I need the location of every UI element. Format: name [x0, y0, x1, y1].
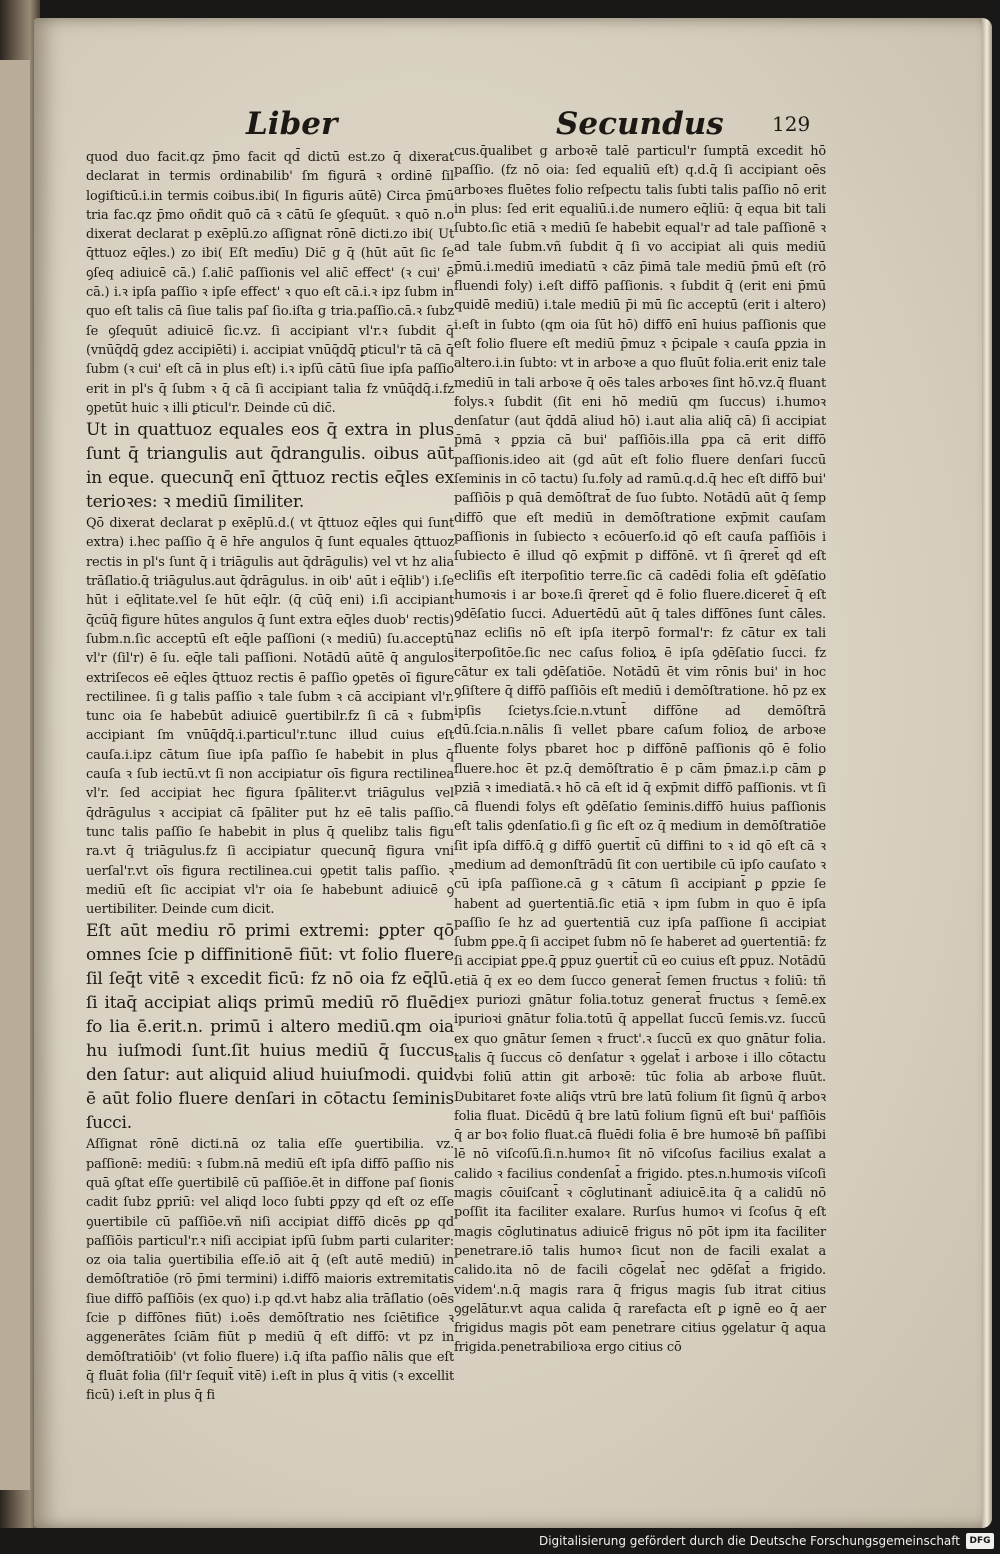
commentary-paragraph: quod duo facit.qz p̄mo facit qd̄ dictū est.zo q̄ dixerat declarat in termis ordinabilib' ſm figurā ꝛ ordinē ſil logiſticū.i.in termis coibus.ibi( In figuris aūtē) Circa p̄mū tria fac.qz p̄mo oñdit quō cā ꝛ cātū ſe ꝯſequūt. ꝛ quō n.o dixerat declarat p exēplū.zo aſſignat rōnē dicti.zo ibi( Ut q̄ttuoz eq̄les.) zo ibi( Eſt medīu) Dic̄ g q̄ (hūt aūt ſic ſe ꝯſeq adiuicē cā.) ſ.alic̄ paſſionis vel alic̄ effect' (ꝛ cui' ē cā.) i.ꝛ ipſa paſſio ꝛ ipſe effect' ꝛ quo eſt cā.i.ꝛ ipz ſubm in quo eſt talis cā ſiue talis paſ ſio.iſta g tria.paſſio.cā.ꝛ ſubz ſe ꝯſequūt adiuicē ſic.vz. ſi accipiant vl'r.ꝛ ſubdit q̄ (vnūq̄dq̄ gdez accipiēti) i. accipiat vnūq̄dq̄ ꝑticul'r tā cā q̄ ſubm (ꝛ cui' eſt cā in plus eſt) i.ꝛ ipſū cātū ſiue ipſa paſſio erit in pl's q̄ ſubm ꝛ q̄ cā ſi accipiant talia fz vnūq̄dq̄.i.fz ꝯpetūt huic ꝛ illi ꝑticul'r. Deinde cū dic̄. [86, 150, 454, 416]
dfg-logo: DFG [966, 1533, 994, 1549]
running-header [34, 106, 992, 146]
left-column [86, 148, 454, 1406]
running-title-right: Secundus [556, 106, 724, 142]
lemma-paragraph: Ut in quattuoz equales eos q̄ extra in plus ſunt q̄ triangulis aut q̄drangulis. oibus aūt in eque. quecunq̄ enī q̄ttuoz rectis eq̄les ex terioꝛes: ꝛ mediū ſimiliter. [86, 420, 454, 513]
page-edge [982, 18, 992, 1528]
commentary-paragraph: Aſſignat rōnē dicti.nā oz talia eſſe ꝯuertibilia. vz. paſſionē: mediū: ꝛ ſubm.nā mediū eſt ipſa diffō paſſio nis quā ꝯſtat eſſe ꝯuertibilē cū paſſiōe.ēt in diffone paſ ſionis cadit ſubz ꝑpriū: vel aliqd loco ſubti ꝑpzy qd eſt oz eſſe ꝯuertibile cū paſſiōe.vñ niſi accipiat diffō dicēs ꝑꝑ qd paſſiōis particul'r.ꝛ niſi accipiat ipſū ſubm parti culariter: oz oia talia ꝯuertibilia eſſe.iō ait q̄ (eſt autē mediū) in demōſtratiōe (rō p̄mi termini) i.diffō maioris extremitatis ſiue diffō paſſiōis (ex quo) i.p qd.vt habz alia trāſlatio (oēs ſcie p diffōnes fiūt) i.oēs demōſtratio nes ſciētifice ꝛ aggenerātes ſciām fiūt p mediū q̄ eſt diffō: vt pz in demōſtratiōib' (vt folio fluere) i.q̄ iſta paſſio nālis que eſt q̄ fluāt folia (ſil'r ſequit̄ vitē) i.eſt in plus q̄ vitis (ꝛ excellit ficū) i.eſt in plus q̄ fi [86, 1137, 454, 1404]
footer-bar [0, 1528, 1000, 1554]
right-column [454, 142, 826, 1358]
book-page [34, 18, 992, 1528]
commentary-paragraph: Qō dixerat declarat p exēplū.d.( vt q̄ttuoz eq̄les qui ſunt extra) i.hec paſſio q̄ ē hr̄e angulos q̄ ſunt equales q̄ttuoz rectis in pl's ſunt q̄ i triāgulis aut q̄drāgulis) vel vt hz alia trāſlatio.q̄ triāgulus.aut q̄drāgulus. in oib' aūt i eq̄lib') i.ſe hūt i eq̄litate.vel ſe hūt eq̄lr. (q̄ cūq̄ eni) i.ſi accipiant q̄cūq̄ figure hūtes angulos q̄ ſunt extra eq̄les duob' rectis) ſubm.n.ſic acceptū eſt eq̄le paſſioni (ꝛ mediū) ſu.acceptū vl'r (ſil'r) ē ſu. eq̄le tali paſſioni. Notādū aūtē q̄ angulos extriſecos eē eq̄les q̄ttuoz rectis ē paſſio ꝯpetēs oī figure rectilinee. ſi g talis paſſio ꝛ tale ſubm ꝛ cā accipiant vl'r. tunc oia ſe habebūt adiuicē ꝯuertibilr.fz ſi cā ꝛ ſubm accipiant ſm vnūq̄dq̄.i.particul'r.tunc illud cuius eſt cauſa.i.ipz cātum ſiue ipſa paſſio ſe habebit in plus q̄ cauſa ꝛ ſub iectū.vt ſi non accipiatur oīs figura rectilinea vl'r. ſed accipiat hec figura ſpāliter.vt triāgulus vel q̄drāgulus ꝛ accipiat cā ſpāliter put hz eē talis paſſio. tunc talis paſſio ſe habebit in plus q̄ quelibz talis figu ra.vt q̄ triāgulus.fz ſi accipiatur quecunq̄ figura vni uerſal'r.vt oīs figura rectilinea.cui ꝯpetit talis paſſio. ꝛ mediū eſt ſic accipiat vl'r oia ſe habebunt adiuicē ꝯ uertibiliter. Deinde cum dicit. [86, 516, 454, 918]
facing-page-strip [0, 60, 30, 1490]
running-title-left: Liber [246, 106, 338, 142]
folio-number: 129 [772, 112, 811, 136]
commentary-paragraph: cus.q̄ualibet g arboꝛē talē particul'r ſumptā excedit hō paſſio. (fz nō oia: ſed equaliū eſt) q.d.q̄ ſi accipiant oēs arboꝛes fluētes folio reſpectu talis ſubti talis paſſio nō erit in plus: ſed erit equaliū.i.de numero eq̄liū: q̄ equa bit tali ſubto.ſic etiā ꝛ mediū ſe habebit equal'r ad tale paſſionē ꝛ ad tale ſubm.vñ ſubdit q̄ ſi vo accipiat ali quis mediū p̄mū.i.mediū imediatū ꝛ cāz p̄imā tale mediū p̄mū eſt (rō fluendi foly) i.eſt diffō paſſionis. ꝛ ſubdit q̄ (erit eni p̄mū quidē mediū) i.tale mediū p̄i mū ſic acceptū (erit i altero) i.eſt in ſubto (qm oia ſūt hō) diffō enī huius paſſionis que eſt folio fluere eſt mediū p̄muz ꝛ p̄cipale ꝛ cauſa ꝑpzia in altero.i.in ſubto: vt in arboꝛe a quo fluūt folia.erit eniz tale mediū in tali arboꝛe q̄ oēs tales arboꝛes ſint hō.vz.q̄ fluant folys.ꝛ ſubdit (ſit eni hō mediū qm ſuccus) i.humoꝛ denſatur (aut q̄ddā aliud hō) i.aut alia aliq̄ cā) ſi accipiat p̄mā ꝛ ꝑpzia cā bui' paſſiōis.illa ꝑpa cā erit diffō paſſionis.ideo ait (gd aūt eſt folio fluere denſari ſuccū ſeminis in cō tactu) ſu.foly ad ramū.q.d.q̄ hec eſt diffō bui' paſſiōis p quā demōſtrat̄ de ſuo ſubto. Notādū aūt q̄ ſemp diffō que eſt mediū in demōſtratione exp̄mit cauſam paſſionis in ſubiecto ꝛ ecōuerſo.id qō eſt cauſa paſſiōis i ſubiecto ē illud qō exp̄mit p diffōnē. vt ſi q̄reret̄ qd eſt ecliſis eſt iterpoſitio terre.ſic cā cadēdi folia eſt ꝯdēſatio humoꝛis i ar boꝛe.ſi q̄reret̄ qd ē folio fluere.diceret̄ q̄ eſt ꝯdēſatio ſucci. Aduertēdū aūt q̄ tales diffōnes ſunt cāles. naz ecliſis nō eſt ipſa iterpō formal'r: fz cātur ex tali iterpoſitōe.ſic nec caſus folioꝝ ē ipſa ꝯdēſatio ſucci. fz cātur ex tali ꝯdēſatiōe. Notādū ēt vim rōnis bui' in hoc ꝯſiſtere q̄ diffō paſſiōis eſt mediū i demōſtratione. hō pz ex ipſis ſcietys.ſcie.n.vtunt̄ diffōne ad demōſtrā dū.ſcia.n.nālis ſi vellet pbare caſum folioꝝ de arboꝛe fluente folys pbaret hoc p diffōnē paſſionis qō ē folio fluere.hoc ēt pz.q̄ demōſtratio ē p cām p̄maz.i.p cām ꝑ pziā ꝛ imediatā.ꝛ hō cā eſt id q̄ exp̄mit diffō paſſionis. vt ſi cā fluendi folys eſt ꝯdēſatio ſeminis.diffō huius paſſionis eſt talis ꝯdenſatio.ſi g ſic eſt oz q̄ medium in demōſtratiōe ſit ipſa diffō.q̄ g diffō ꝯuertit̄ cū diffini to ꝛ id qō eſt cā ꝛ medium ad demonſtrādū ſit con uertibile cū ipſo cauſato ꝛ cū ipſa paſſione.cā g ꝛ cātum ſi accipiant̄ ꝑ ꝑpzie ſe habent ad ꝯuertentiā.ſic etiā ꝛ ipm ſubm in quo ē ipſa paſſio ſe hz ad ꝯuertentiā cuz ipſa paſſione ſi accipiat ſubm ꝑpe.q̄ ſi accipet ſubm nō ſe haberet ad ꝯuertentiā: fz ſi accipiat ꝑpe.q̄ ꝑpuz ꝯuertit̄ cū eo cuius eſt ꝑpuz. Notādū etiā q̄ ex eo dem ſucco generat̄ ſemen fructus ꝛ foliū: tñ ex puriozi gnātur folia.totuz generat̄ fructus ꝛ ſemē.ex ipurioꝛi gnātur folia.totū q̄ appellat ſuccū ſemis.vz. ſuccū ex quo gnātur ſemen ꝛ fruct'.ꝛ ſuccū ex quo gnātur folia. talis q̄ ſuccus cō denſatur ꝛ ꝯgelat̄ i arboꝛe i illo cōtactu vbi foliū attin git arboꝛē: tūc folia ab arboꝛe fluūt. Dubitaret foꝛte aliq̄s vtrū bre latū folium ſit ſignū q̄ arboꝛ folia fluat. Dicēdū q̄ bre latū folium ſignū eſt bui' paſſiōis q̄ ar boꝛ folio fluat.cā fluēdi folia ē bre humoꝛē bñ paſſibi lē nō viſcoſū.ſi.n.humoꝛ ſit nō viſcoſus facilius exalat a calido ꝛ facilius condenſat̄ a frigido. ptes.n.humoꝛis viſcoſi magis cōuiſcant̄ ꝛ cōglutinant̄ adiuicē.ita q̄ a calidū nō poſſit ita faciliter exalare. Rurſus humoꝛ vi ſcoſus q̄ eſt magis cōglutinatus adiuicē frigus nō pōt ipm ita faciliter penetrare.iō talis humoꝛ ſicut non de facili exalat a calido.ita nō de facili cōgelat̄ nec ꝯdēſat̄ a frigido. videm'.n.q̄ magis rara q̄ frigus magis ſub itrat citius ꝯgelātur.vt aqua calida q̄ rarefacta eſt ꝑ ignē eo q̄ aer frigidus magis pōt eam penetrare citius ꝯgelatur q̄ aqua frigida.penetrabilioꝛa ergo citius cō [454, 144, 826, 1356]
funding-notice: Digitalisierung gefördert durch die Deutsche Forschungsgemeinschaft [538, 1534, 960, 1548]
lemma-paragraph: Eſt aūt mediu rō primi extremi: ꝑpter qō omnes ſcie p diffinitionē fiūt: vt folio fluere ſil ſeq̄t vitē ꝛ excedit ficū: fz nō oia fz eq̄lū. ſi itaq̄ accipiat aliqs primū mediū rō fluēdi fo lia ē.erit.n. primū i altero mediū.qm oia hu iuſmodi ſunt.ſit huius mediū q̄ ſuccus den ſatur: aut aliquid aliud huiuſmodi. quid ē aūt folio fluere denſari in cōtactu ſeminis ſucci. [86, 921, 454, 1134]
